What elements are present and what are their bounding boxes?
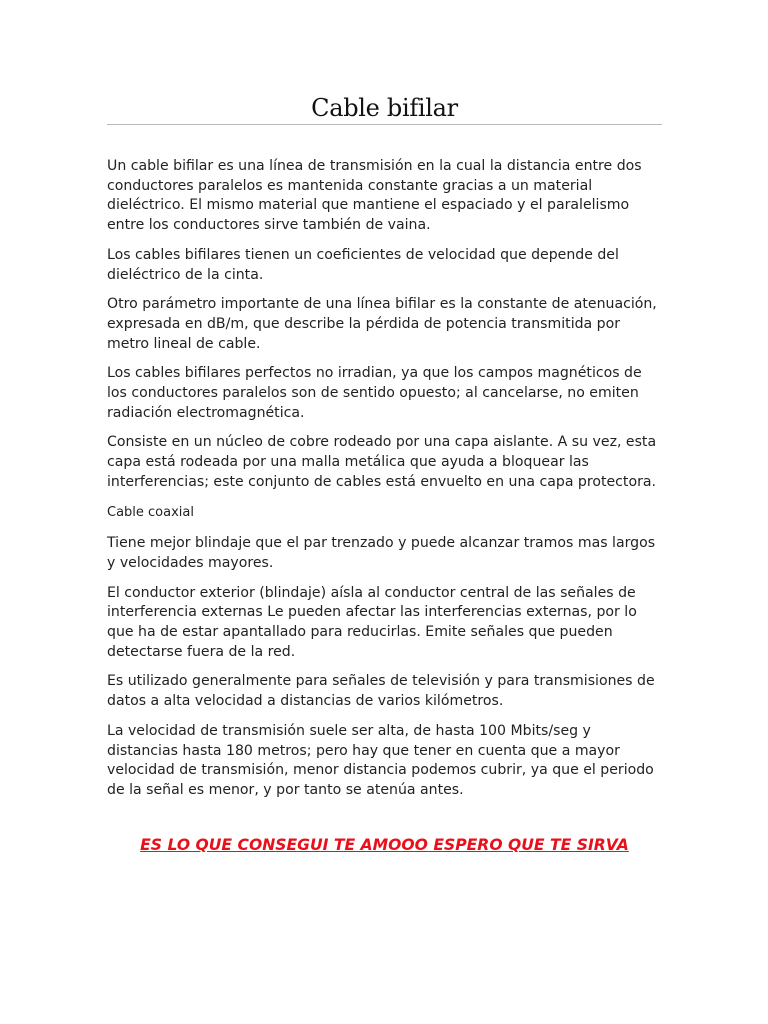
paragraph-velocity: Los cables bifilares tienen un coeficientes de velocidad que depende del dieléctrico de la cinta.: [107, 246, 619, 283]
paragraph-radiation: Los cables bifilares perfectos no irradian, ya que los campos magnéticos de los conductores paralelos son de sentido opuesto; al cancelarse, no emiten radiación electromagnética.: [107, 365, 642, 421]
subheading-coaxial: Cable coaxial: [107, 504, 194, 520]
document-body: [107, 157, 662, 801]
paragraph-outer-conductor: El conductor exterior (blindaje) aísla al conductor central de las señales de interferencia externas Le pueden afectar las interferencias externas, por lo que ha de estar apantallado para reducirlas. Emite señales que pueden detectarse fuera de la red.: [107, 584, 637, 660]
title-divider: [107, 124, 662, 125]
paragraph-definition: Un cable bifilar es una línea de transmisión en la cual la distancia entre dos conductores paralelos es mantenida constante gracias a un material dieléctrico. El mismo material que mantiene el espaciado y el paralelismo entre los conductores sirve también de vaina.: [107, 158, 642, 234]
document-page: [107, 0, 662, 854]
paragraph-shielding: Tiene mejor blindaje que el par trenzado y puede alcanzar tramos mas largos y velocidades mayores.: [107, 535, 656, 571]
closing-note: ES LO QUE CONSEGUI TE AMOOO ESPERO QUE TE SIRVA: [140, 835, 629, 854]
paragraph-structure: Consiste en un núcleo de cobre rodeado por una capa aislante. A su vez, esta capa está rodeada por una malla metálica que ayuda a bloquear las interferencias; este conjunto de cables está envuelto en una capa protectora.: [107, 434, 657, 490]
paragraph-transmission-speed: La velocidad de transmisión suele ser alta, de hasta 100 Mbits/seg y distancias hasta 180 metros; pero hay que tener en cuenta que a mayor velocidad de transmisión, menor distancia podemos cubrir, ya que el periodo de la señal es menor, y por tanto se atenúa antes.: [107, 722, 654, 798]
page-title: Cable bifilar: [311, 94, 458, 122]
paragraph-usage: Es utilizado generalmente para señales de televisión y para transmisiones de datos a alta velocidad a distancias de varios kilómetros.: [107, 673, 655, 710]
paragraph-attenuation: Otro parámetro importante de una línea bifilar es la constante de atenuación, expresada en dB/m, que describe la pérdida de potencia transmitida por metro lineal de cable.: [107, 296, 657, 352]
